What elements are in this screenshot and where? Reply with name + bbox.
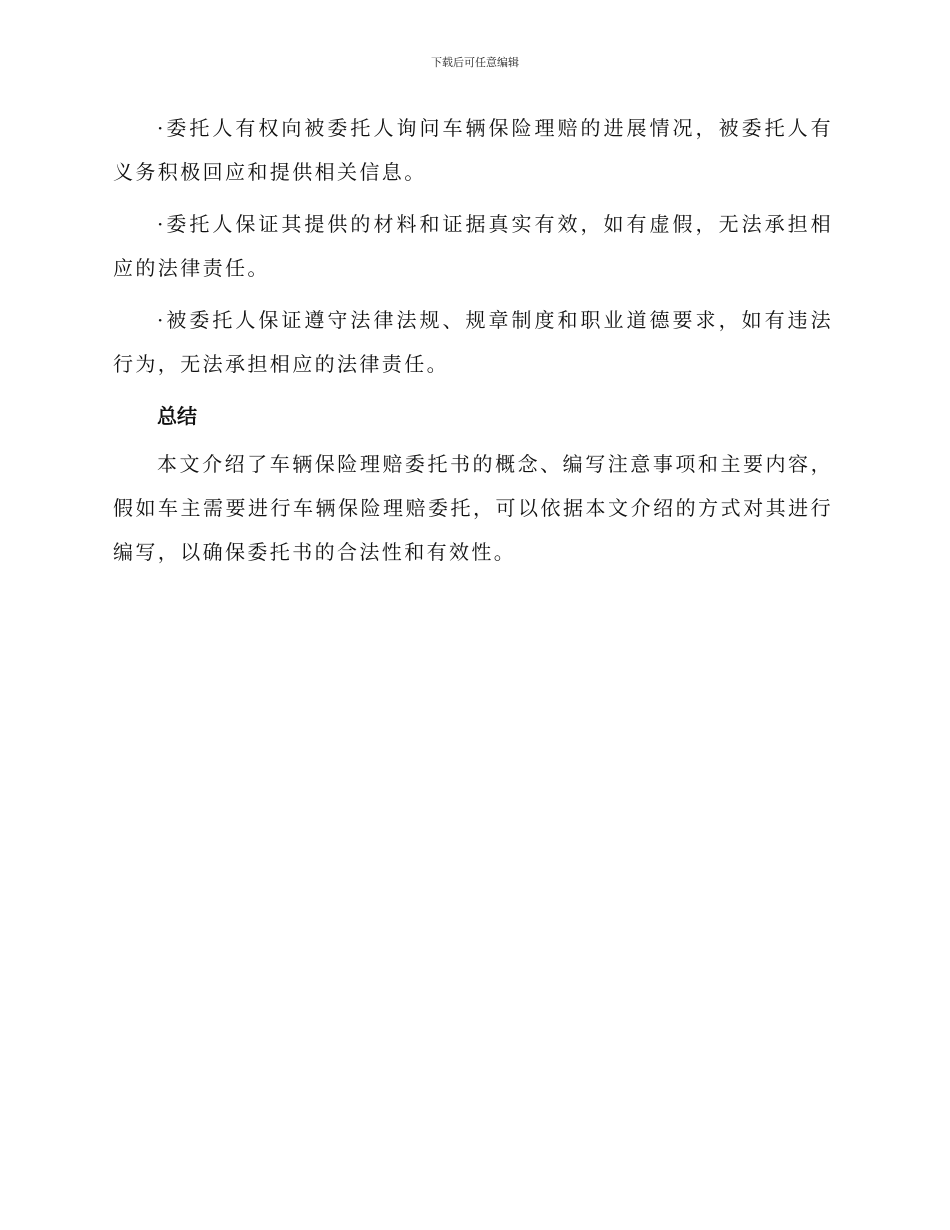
summary-paragraph: 本文介绍了车辆保险理赔委托书的概念、编写注意事项和主要内容，假如车主需要进行车辆保险理赔委托，可以依据本文介绍的方式对其进行编写，以确保委托书的合法性和有效性。 xyxy=(113,452,833,564)
document-body xyxy=(113,106,833,574)
page-header-note: 下载后可任意编辑 xyxy=(431,56,519,69)
bullet-paragraph-3: ·被委托人保证遵守法律法规、规章制度和职业道德要求，如有违法行为，无法承担相应的法律责任。 xyxy=(113,308,833,376)
summary-heading: 总结 xyxy=(157,404,197,428)
bullet-paragraph-1: ·委托人有权向被委托人询问车辆保险理赔的进展情况，被委托人有义务积极回应和提供相关信息。 xyxy=(113,116,833,184)
bullet-paragraph-2: ·委托人保证其提供的材料和证据真实有效，如有虚假，无法承担相应的法律责任。 xyxy=(113,212,833,280)
